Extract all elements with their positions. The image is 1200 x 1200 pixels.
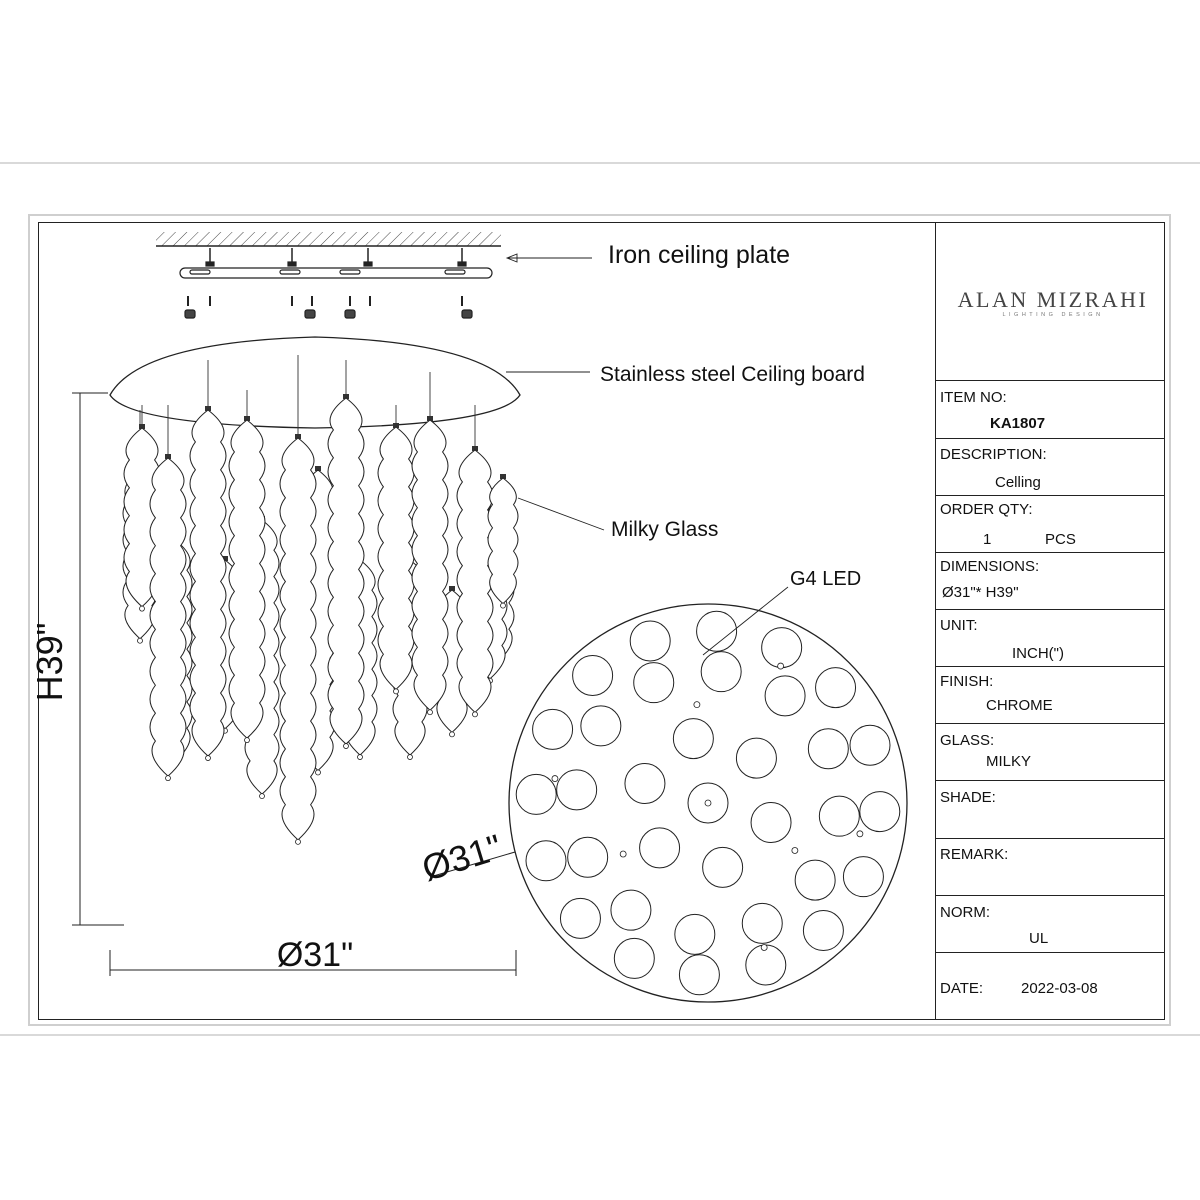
plan-globe [697, 611, 737, 651]
shade-row [935, 780, 1165, 838]
plan-globe [803, 911, 843, 951]
screw-head [288, 262, 296, 266]
plan-globe [557, 770, 597, 810]
remark-label: REMARK: [940, 846, 1009, 863]
pendant-tip [166, 776, 171, 781]
pendant-tip [296, 839, 301, 844]
glass-bead-chain [229, 420, 265, 738]
order-qty-label: ORDER QTY: [940, 501, 1033, 518]
led-point [792, 847, 798, 853]
pendant-tip [473, 712, 478, 717]
plan-globe [751, 803, 791, 843]
finish-label: FINISH: [940, 673, 994, 690]
pendant-tip [394, 689, 399, 694]
brand-logo: ALAN MIZRAHI [957, 287, 1149, 312]
height-dimension-line [72, 393, 124, 925]
plan-globe [679, 955, 719, 995]
glass-bead-chain [488, 478, 518, 604]
g4-led-callout: G4 LED [790, 568, 862, 590]
milky-glass-callout: Milky Glass [611, 518, 719, 541]
glass-bead-chain [280, 438, 316, 840]
pendant-tip [138, 638, 143, 643]
led-point [857, 831, 863, 837]
description-row [935, 438, 1165, 495]
glass-bead-chain [190, 410, 226, 756]
plan-globe [581, 706, 621, 746]
height-dimension-label: H39" [29, 622, 70, 702]
order-qty-value: 1 [983, 531, 992, 548]
plan-globe [742, 903, 782, 943]
pendant-tip [260, 794, 265, 799]
plan-globe [860, 792, 900, 832]
glass-pendant [190, 360, 226, 761]
pendant-tip [140, 606, 145, 611]
led-point [705, 800, 711, 806]
norm-row [935, 895, 1165, 952]
glass-bead-chain [328, 398, 364, 744]
ceiling-plate-callout: Iron ceiling plate [608, 241, 791, 269]
mount-nut [345, 310, 355, 318]
date-row [935, 952, 1165, 1020]
pendant-tip [428, 710, 433, 715]
glass-pendant [328, 360, 364, 749]
item-no-value: KA1807 [990, 415, 1046, 432]
plan-globe [850, 725, 890, 765]
plan-globe [573, 655, 613, 695]
pendant-tip [450, 732, 455, 737]
pendant-tip [206, 756, 211, 761]
plan-globe [762, 628, 802, 668]
pendant-tip [501, 603, 506, 608]
plan-globe [634, 663, 674, 703]
description-label: DESCRIPTION: [940, 446, 1047, 463]
date-label: DATE: [940, 980, 984, 997]
plan-globe [640, 828, 680, 868]
glass-pendant [378, 405, 414, 694]
led-point [694, 702, 700, 708]
norm-label: NORM: [940, 904, 990, 921]
plan-globe [533, 709, 573, 749]
norm-value: UL [1029, 930, 1049, 947]
unit-row [935, 609, 1165, 666]
plan-globe [808, 729, 848, 769]
plan-diameter-label: Ø31" [417, 826, 507, 889]
led-point [620, 851, 626, 857]
led-point [761, 944, 767, 950]
plan-globe [568, 837, 608, 877]
item-no-label: ITEM NO: [940, 389, 1007, 406]
screw-head [364, 262, 372, 266]
plan-globe [614, 938, 654, 978]
shade-label: SHADE: [940, 789, 996, 806]
led-point [778, 663, 784, 669]
plan-globe [701, 652, 741, 692]
dimensions-value: Ø31"* H39" [942, 584, 1019, 601]
finish-row [935, 666, 1165, 723]
ceiling-board-callout: Stainless steel Ceiling board [600, 363, 865, 386]
pendant-tip [344, 744, 349, 749]
glass-pendant [229, 390, 265, 743]
pendant-tip [316, 770, 321, 775]
plan-view-globes [516, 611, 900, 995]
plan-globe [516, 774, 556, 814]
pendant-tip [358, 755, 363, 760]
plan-globe [630, 621, 670, 661]
plan-globe [819, 796, 859, 836]
plan-globe [703, 847, 743, 887]
plan-globe [816, 668, 856, 708]
brand-tagline: LIGHTING DESIGN [1002, 312, 1104, 318]
glass-leader [518, 498, 604, 530]
unit-label: UNIT: [940, 617, 978, 634]
plan-globe [611, 890, 651, 930]
pendant-tip [408, 755, 413, 760]
date-value: 2022-03-08 [1021, 980, 1098, 997]
dimensions-label: DIMENSIONS: [940, 558, 1040, 575]
glass-bead-chain [412, 420, 448, 710]
plan-globe [795, 860, 835, 900]
pendant-tip [245, 738, 250, 743]
item-no-row [935, 380, 1165, 438]
plan-globe [843, 857, 883, 897]
plan-globe [675, 914, 715, 954]
mount-nut [305, 310, 315, 318]
ceiling-board [110, 337, 520, 428]
finish-value: CHROME [986, 697, 1053, 714]
width-dimension-label: Ø31" [276, 936, 354, 974]
plan-globe [736, 738, 776, 778]
glass-bead-chain [378, 427, 414, 689]
plate-slot [280, 270, 300, 274]
dimensions-row [935, 552, 1165, 609]
mount-nut [185, 310, 195, 318]
description-value: Celling [995, 474, 1041, 491]
plate-slot [340, 270, 360, 274]
remark-row [935, 838, 1165, 895]
glass-row [935, 723, 1165, 780]
plan-globe [560, 898, 600, 938]
plan-globe [526, 841, 566, 881]
plan-globe [673, 719, 713, 759]
unit-value: INCH(") [1012, 645, 1064, 662]
iron-ceiling-plate [180, 248, 492, 318]
plate-slot [445, 270, 465, 274]
glass-label: GLASS: [940, 732, 995, 749]
mount-nut [462, 310, 472, 318]
order-qty-row [935, 495, 1165, 552]
plate-slot [190, 270, 210, 274]
glass-bead-chain [457, 450, 493, 712]
glass-value: MILKY [986, 753, 1032, 770]
glass-pendant [488, 474, 518, 608]
plan-globe [746, 945, 786, 985]
ceiling-hatch [156, 232, 501, 246]
screw-head [206, 262, 214, 266]
led-point [552, 776, 558, 782]
order-qty-unit: PCS [1045, 531, 1076, 548]
plan-globe [625, 763, 665, 803]
glass-bead-chain [150, 458, 186, 776]
screw-head [458, 262, 466, 266]
plan-globe [765, 676, 805, 716]
